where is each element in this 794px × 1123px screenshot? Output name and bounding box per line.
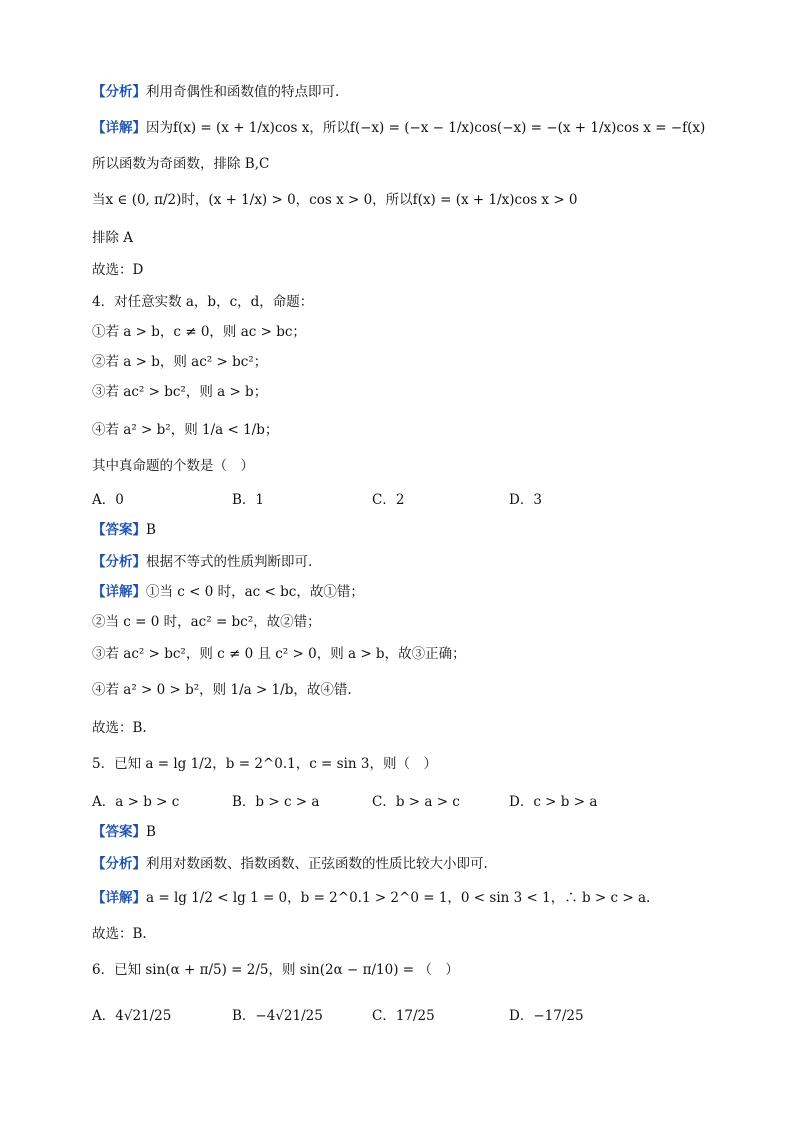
q6-option-b: B．−4√21/25: [232, 1008, 323, 1024]
q4-conclusion: 故选：B.: [92, 720, 147, 736]
detail-tag: 【详解】: [92, 890, 146, 906]
q5-option-d: D．c > b > a: [509, 794, 598, 810]
q6-option-d: D．−17/25: [509, 1008, 584, 1024]
q4-option-b: B．1: [232, 492, 265, 508]
analysis-tag: 【分析】: [92, 856, 146, 872]
q6-option-c: C．17/25: [372, 1008, 435, 1024]
q5-option-c: C．b > a > c: [372, 794, 460, 810]
detail-text: 因为f(x) = (x + 1/x)cos x，所以f(−x) = (−x − 1/x)cos(−x) = −(x + 1/x)cos x = −f(x): [146, 120, 706, 136]
q4-option-d: D．3: [509, 492, 542, 508]
q6-stem: 6．已知 sin(α + π/5) = 2/5，则 sin(2α − π/10) = （ ）: [92, 962, 459, 978]
q5-analysis: [92, 854, 488, 874]
q4-detail-1: [92, 582, 364, 602]
analysis-text: 利用对数函数、指数函数、正弦函数的性质比较大小即可.: [146, 856, 488, 872]
q4-prop-3: ③若 ac² > bc²，则 a > b；: [92, 384, 268, 400]
q4-prop-4: ④若 a² > b²，则 1/a < 1/b；: [92, 422, 279, 438]
detail-text: a = lg 1/2 < lg 1 = 0，b = 2^0.1 > 2^0 = 1，0 < sin 3 < 1，∴ b > c > a.: [146, 890, 651, 906]
answer-tag: 【答案】: [92, 522, 146, 538]
q6-option-a: A．4√21/25: [92, 1008, 172, 1024]
q5-answer: [92, 822, 156, 842]
detail-text: ①当 c < 0 时，ac < bc，故①错；: [146, 584, 364, 600]
q4-answer: [92, 520, 156, 540]
q5-option-a: A．a > b > c: [92, 794, 180, 810]
q4-analysis: [92, 552, 312, 572]
analysis-tag: 【分析】: [92, 554, 146, 570]
q4-prop-2: ②若 a > b，则 ac² > bc²；: [92, 354, 268, 370]
answer-text: B: [146, 522, 156, 538]
detail-tag: 【详解】: [92, 120, 146, 136]
q4-option-c: C．2: [372, 492, 405, 508]
answer-tag: 【答案】: [92, 824, 146, 840]
q4-prop-1: ①若 a > b，c ≠ 0，则 ac > bc；: [92, 324, 306, 340]
q4-option-a: A．0: [92, 492, 124, 508]
q3-analysis: [92, 82, 339, 102]
q5-option-b: B．b > c > a: [232, 794, 320, 810]
q4-detail-3: ③若 ac² > bc²，则 c ≠ 0 且 c² > 0，则 a > b，故③正确；: [92, 646, 466, 662]
detail-tag: 【详解】: [92, 584, 146, 600]
analysis-text: 利用奇偶性和函数值的特点即可.: [146, 84, 340, 100]
q3-detail: [92, 118, 705, 138]
analysis-text: 根据不等式的性质判断即可.: [146, 554, 313, 570]
answer-text: B: [146, 824, 156, 840]
q5-conclusion: 故选：B.: [92, 926, 147, 942]
q4-detail-2: ②当 c = 0 时，ac² = bc²，故②错；: [92, 614, 321, 630]
q5-detail: [92, 888, 650, 908]
q3-line-3: 所以函数为奇函数，排除 B,C: [92, 156, 270, 172]
q4-stem: 4．对任意实数 a，b，c，d，命题：: [92, 294, 314, 310]
q3-conclusion: 故选：D: [92, 262, 144, 278]
analysis-tag: 【分析】: [92, 84, 146, 100]
q4-detail-4: ④若 a² > 0 > b²，则 1/a > 1/b，故④错.: [92, 682, 352, 698]
q4-question: 其中真命题的个数是（ ）: [92, 458, 254, 474]
q5-stem: 5．已知 a = lg 1/2，b = 2^0.1，c = sin 3，则（ ）: [92, 756, 437, 772]
q3-line-5: 排除 A: [92, 230, 134, 246]
q3-line-4: 当x ∈ (0, π/2)时，(x + 1/x) > 0，cos x > 0，所以f(x) = (x + 1/x)cos x > 0: [92, 192, 578, 208]
